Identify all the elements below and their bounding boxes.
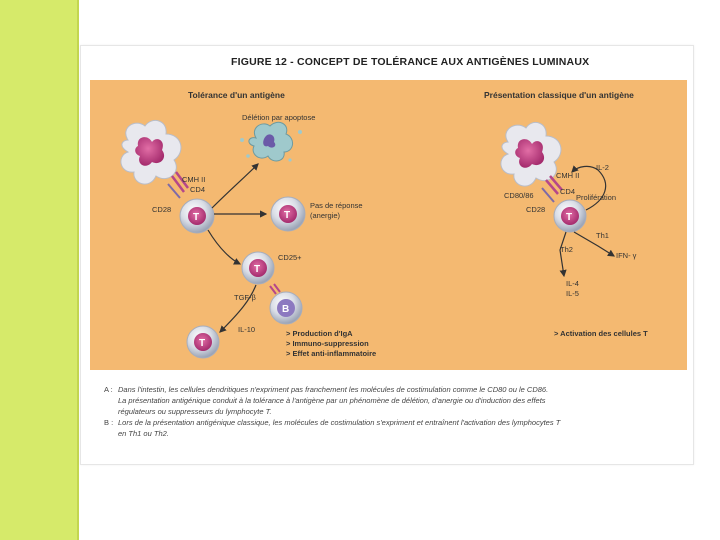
cd4-label-left: CD4	[190, 185, 206, 194]
il4-label: IL-4	[566, 279, 579, 288]
caption-a-line1: Dans l'intestin, les cellules dendritiques n'expriment pas franchement les molécules de costimulation comme le CD80 ou le CD86.	[118, 385, 549, 394]
th2-label: Th2	[560, 245, 573, 254]
t-cell-right	[554, 200, 586, 232]
b-cell	[270, 284, 302, 324]
decorative-side-band	[0, 0, 79, 540]
cd28-label-left: CD28	[152, 205, 172, 214]
dendritic-cell-left	[121, 120, 181, 184]
cmh-label-right: CMH II	[556, 171, 580, 180]
diagram-graphics	[90, 80, 687, 370]
cd80-label: CD80/86	[504, 191, 534, 200]
effect-t-activation: > Activation des cellules T	[554, 329, 648, 338]
proliferation-label: Prolifération	[576, 193, 617, 202]
caption-b-letter: B :	[104, 418, 114, 427]
cd4-label-right: CD4	[560, 187, 576, 196]
left-arrows	[208, 164, 266, 332]
diagram-panel	[90, 80, 687, 370]
il10-label: IL-10	[238, 325, 256, 334]
no-response-label-line2: (anergie)	[310, 211, 341, 220]
caption-a-line2: La présentation antigénique conduit à la tolérance à l'antigène par un phénomène de délétion, d'anergie ou d'induction des effets	[118, 396, 546, 405]
caption-b-line2: en Th1 ou Th2.	[118, 429, 169, 438]
effect-immunosuppression: > Immuno-suppression	[286, 339, 369, 348]
right-panel-heading: Présentation classique d'un antigène	[484, 90, 634, 100]
caption-a-line3: régulateurs ou suppresseurs du lymphocyte T.	[118, 407, 272, 416]
no-response-label-line1: Pas de réponse	[310, 201, 363, 210]
t-cell-letter: T	[254, 264, 261, 275]
cmh-label-left: CMH II	[182, 175, 206, 184]
t-cell-letter: T	[199, 338, 206, 349]
deletion-label: Délétion par apoptose	[242, 113, 316, 122]
t-cell-anergic	[271, 197, 305, 231]
t-cell-bottom	[187, 326, 219, 358]
effect-iga: > Production d'IgA	[286, 329, 353, 338]
il2-label: IL-2	[596, 163, 609, 172]
apoptotic-cell	[240, 122, 302, 161]
t-cell-letter: T	[566, 212, 573, 223]
caption-b-line1: Lors de la présentation antigénique classique, les molécules de costimulation s'expriment et entraînent l'activation des lymphocytes T	[118, 418, 561, 427]
th1-label: Th1	[596, 231, 609, 240]
t-cell-main-left	[180, 199, 214, 233]
tgf-beta-label: TGF-β	[234, 293, 256, 302]
left-panel-heading: Tolérance d'un antigène	[188, 90, 285, 100]
figure-title: FIGURE 12 - CONCEPT DE TOLÉRANCE AUX ANTIGÈNES LUMINAUX	[231, 56, 590, 68]
b-cell-letter: B	[282, 304, 290, 315]
effect-anti-inflammatory: > Effet anti-inflammatoire	[286, 349, 377, 358]
t-cell-letter: T	[284, 210, 291, 221]
caption-a-letter: A :	[104, 385, 113, 394]
cd25-label: CD25+	[278, 253, 302, 262]
il5-label: IL-5	[566, 289, 579, 298]
t-cell-letter: T	[193, 212, 200, 223]
t-cell-regulatory	[242, 252, 274, 284]
ifn-gamma-label: IFN- γ	[616, 251, 637, 260]
cd28-label-right: CD28	[526, 205, 546, 214]
